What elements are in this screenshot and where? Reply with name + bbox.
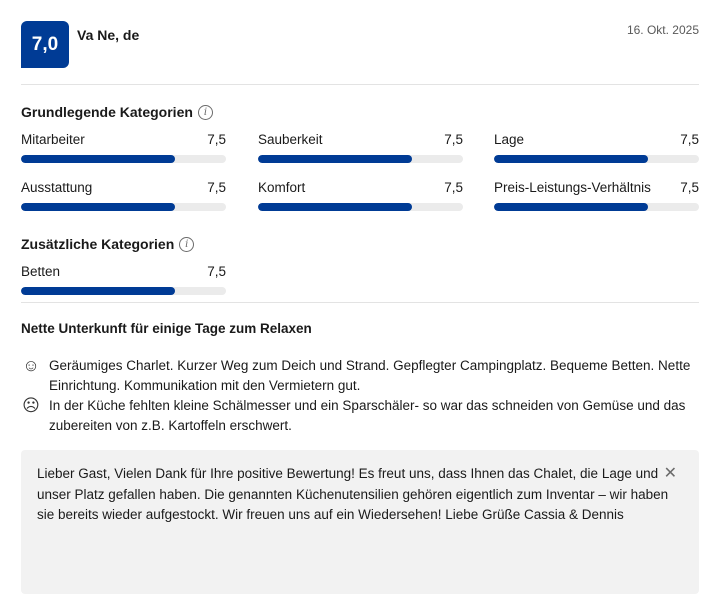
review-positive-text: Geräumiges Charlet. Kurzer Weg zum Deich und Strand. Gepflegter Campingplatz. Bequeme Betten. Nette Einrichtung. Kommunikation mit den Vermietern gut.	[49, 358, 691, 393]
review-score-badge	[21, 21, 69, 68]
review-negative-text: In der Küche fehlten kleine Schälmesser und ein Sparschäler- so war das schneiden von Gemüse und das zubereiten von z.B. Kartoffeln erschwert.	[49, 398, 686, 433]
category-bar	[258, 155, 463, 163]
category-betten	[21, 264, 226, 295]
review-negative	[21, 396, 699, 436]
category-value: 7,5	[680, 180, 699, 195]
additional-categories-title: Zusätzliche Kategorien	[21, 236, 175, 252]
category-value: 7,5	[207, 180, 226, 195]
category-value: 7,5	[207, 132, 226, 147]
category-preis-leistung	[494, 180, 699, 211]
category-bar-fill	[21, 203, 175, 211]
basic-categories-title: Grundlegende Kategorien	[21, 104, 193, 120]
category-label: Ausstattung	[21, 180, 93, 195]
category-value: 7,5	[444, 132, 463, 147]
category-label: Mitarbeiter	[21, 132, 85, 147]
additional-categories-heading	[21, 236, 194, 252]
divider	[21, 302, 699, 303]
host-reply	[21, 450, 699, 594]
basic-categories-heading	[21, 104, 213, 120]
review-score: 7,0	[31, 33, 59, 55]
review-date: 16. Okt. 2025	[626, 23, 699, 37]
category-ausstattung	[21, 180, 226, 211]
category-bar-fill	[494, 203, 648, 211]
smiley-happy-icon: ☺	[22, 356, 40, 375]
category-komfort	[258, 180, 463, 211]
reviewer-name: Va Ne, de	[77, 27, 140, 43]
category-bar	[258, 203, 463, 211]
category-bar-fill	[494, 155, 648, 163]
category-value: 7,5	[444, 180, 463, 195]
category-bar-fill	[258, 155, 412, 163]
category-mitarbeiter	[21, 132, 226, 163]
category-lage	[494, 132, 699, 163]
category-bar	[21, 203, 226, 211]
host-reply-text: Lieber Gast, Vielen Dank für Ihre positive Bewertung! Es freut uns, dass Ihnen das Chalet, die Lage und unser Platz gefallen haben. Die genannten Küchenutensilien gehören eigentlich zum Inventar – wir haben sie bereits wieder aufgestockt. Wir freuen uns auf ein Wiedersehen! Liebe Grüße Cassia & Dennis	[37, 466, 669, 522]
category-bar	[21, 287, 226, 295]
category-label: Lage	[494, 132, 525, 147]
category-bar	[494, 203, 699, 211]
category-bar-fill	[21, 155, 175, 163]
review-title: Nette Unterkunft für einige Tage zum Relaxen	[21, 321, 312, 336]
info-icon[interactable]: i	[179, 237, 194, 252]
category-bar	[494, 155, 699, 163]
category-value: 7,5	[680, 132, 699, 147]
category-bar-fill	[21, 287, 175, 295]
close-icon[interactable]: ✕	[663, 465, 677, 482]
divider	[21, 84, 699, 85]
category-value: 7,5	[207, 264, 226, 279]
review-positive	[21, 356, 699, 396]
category-sauberkeit	[258, 132, 463, 163]
category-label: Preis-Leistungs-Verhältnis	[494, 180, 651, 195]
category-bar	[21, 155, 226, 163]
category-label: Betten	[21, 264, 61, 279]
category-label: Sauberkeit	[258, 132, 323, 147]
info-icon[interactable]: i	[198, 105, 213, 120]
category-bar-fill	[258, 203, 412, 211]
smiley-sad-icon: ☹	[22, 396, 40, 415]
category-label: Komfort	[258, 180, 306, 195]
